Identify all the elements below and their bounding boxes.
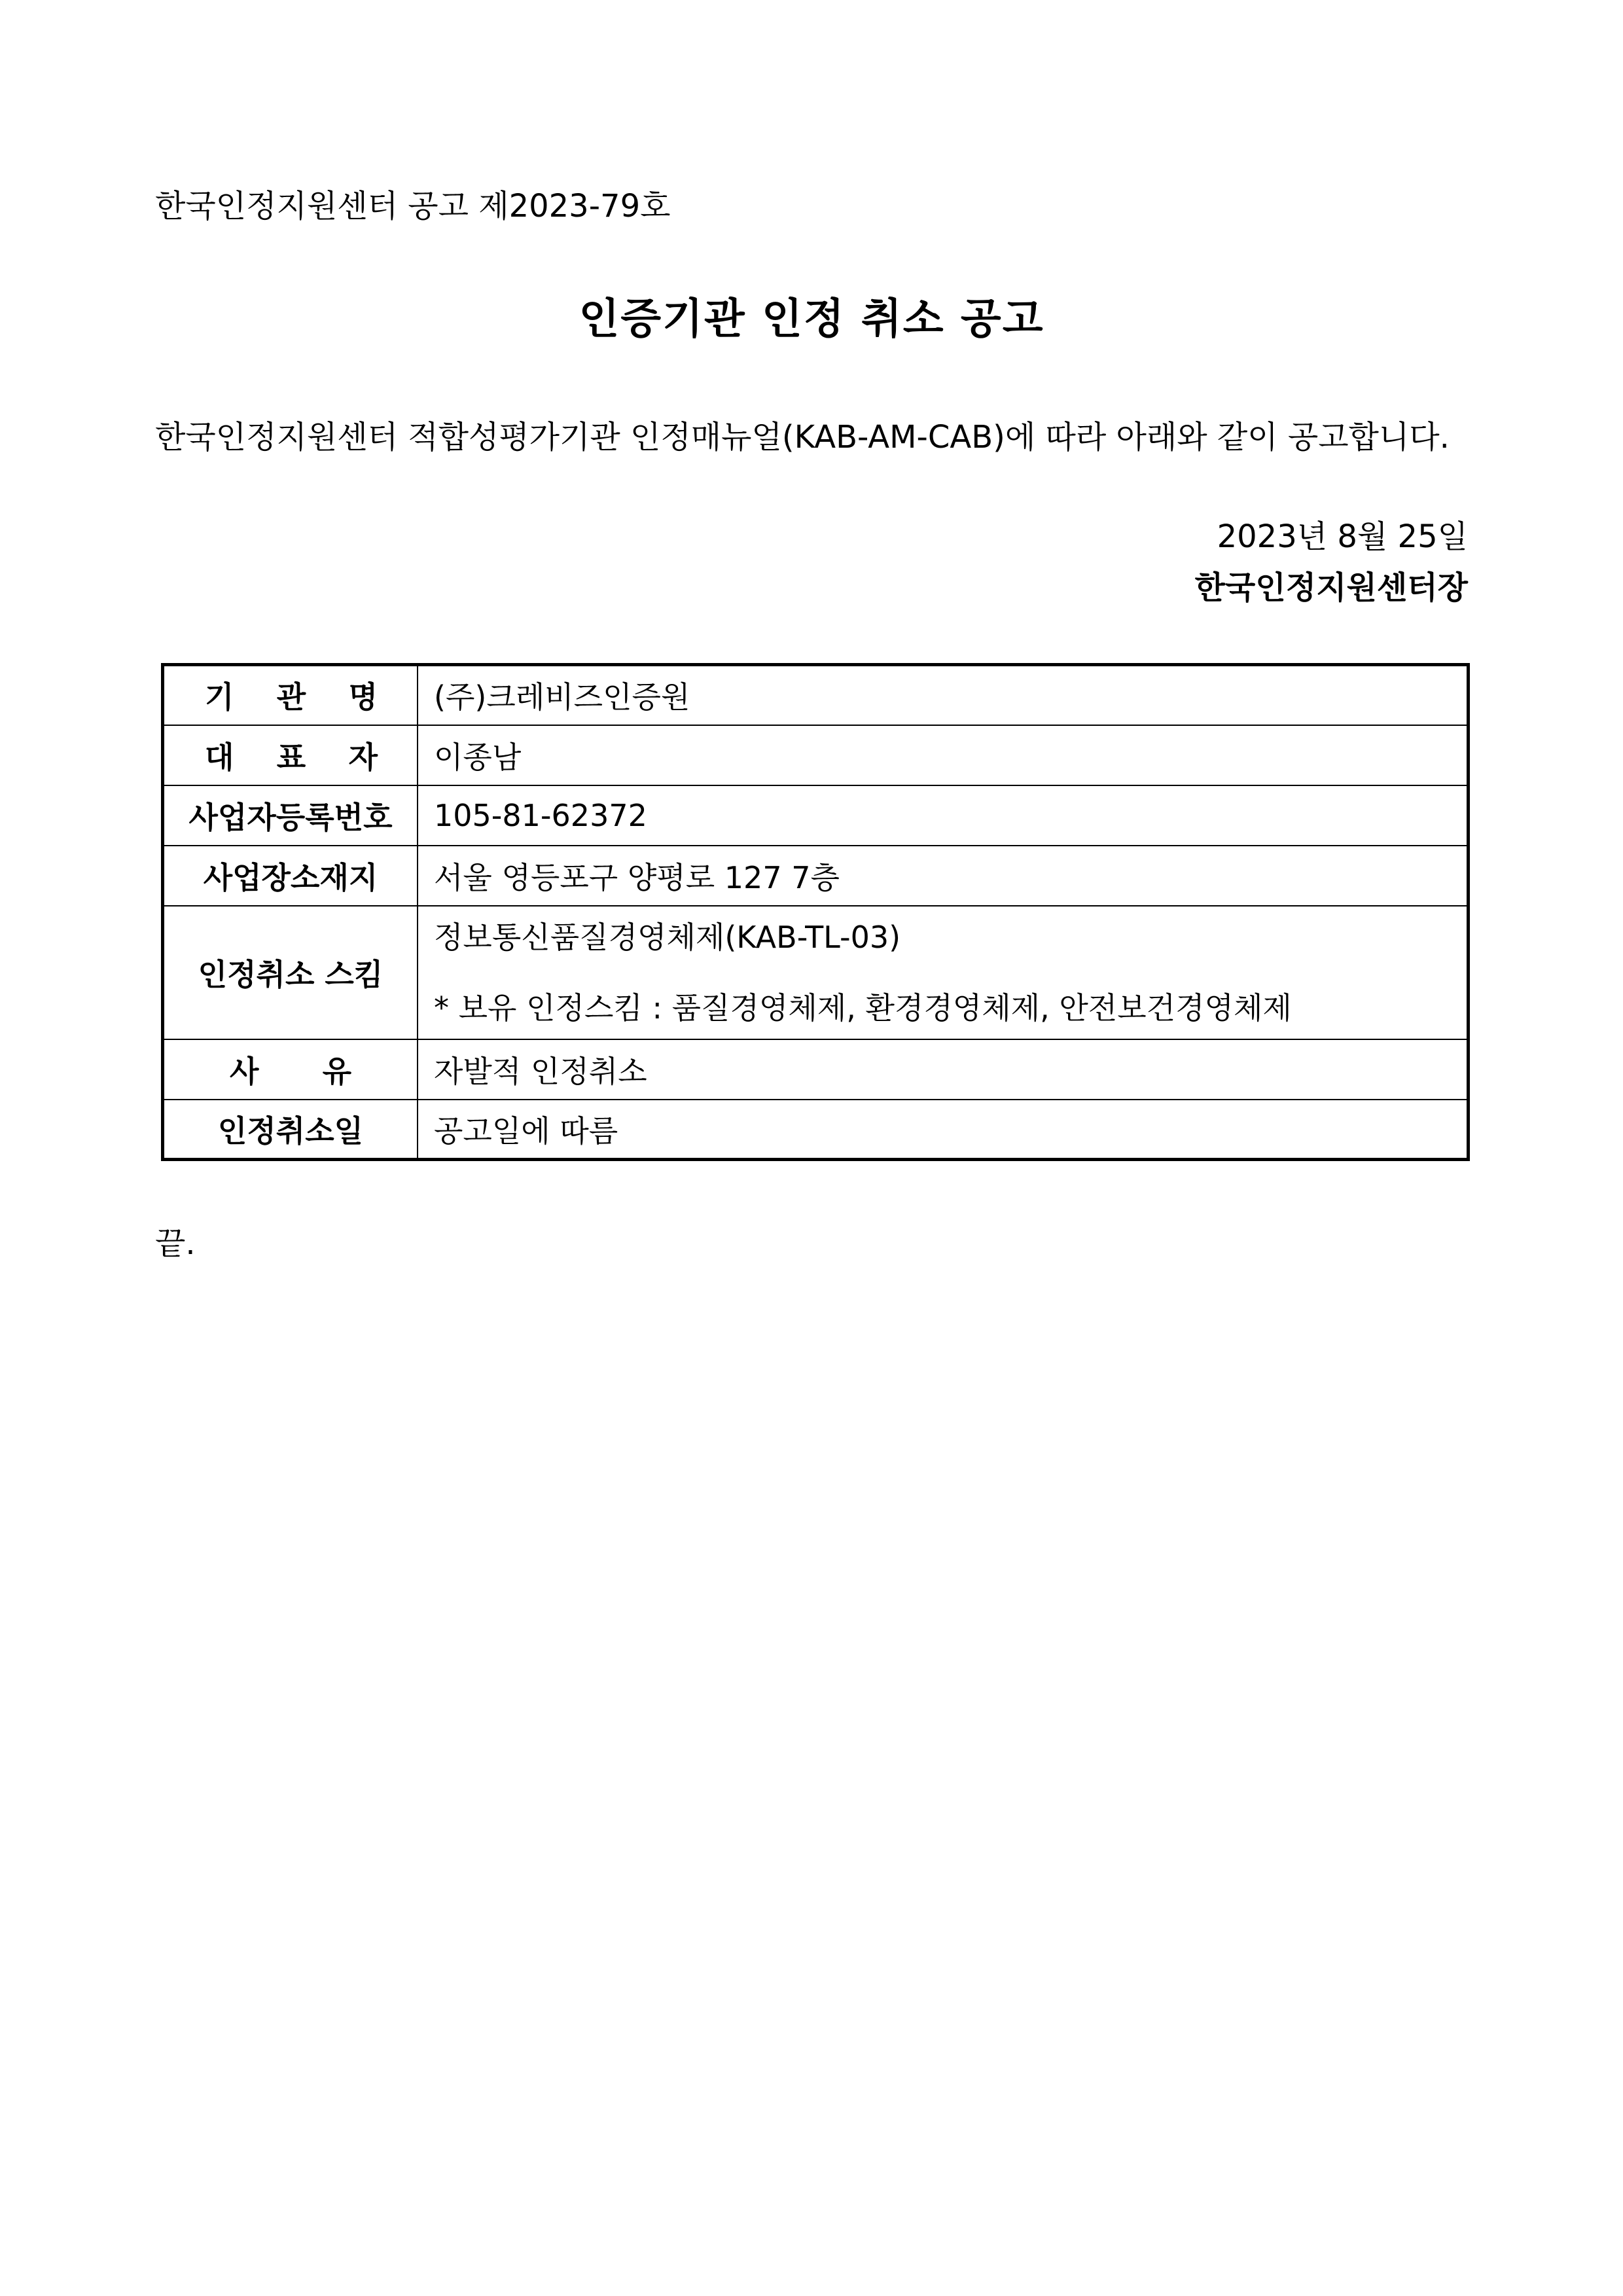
value-revoked-scheme xyxy=(418,906,1469,1039)
label-business-address: 사업장소재지 xyxy=(163,846,418,906)
label-revocation-date: 인정취소일 xyxy=(163,1100,418,1160)
label-revoked-scheme: 인정취소 스킴 xyxy=(163,906,418,1039)
label-char: 표 xyxy=(276,739,306,775)
value-org-name: (주)크레비즈인증원 xyxy=(418,665,1469,725)
table-row-reason xyxy=(163,1039,1469,1100)
table-row-revoked-scheme xyxy=(163,906,1469,1039)
notice-date: 2023년 8월 25일 xyxy=(1217,518,1468,555)
value-business-address: 서울 영등포구 양평로 127 7층 xyxy=(418,846,1469,906)
table-row-business-address xyxy=(163,846,1469,906)
label-org-name xyxy=(163,665,418,725)
label-char: 관 xyxy=(276,679,306,715)
label-char: 자 xyxy=(348,739,378,775)
label-char: 기 xyxy=(205,679,234,715)
label-char: 사 xyxy=(230,1053,259,1089)
intro-paragraph: 한국인정지원센터 적합성평가기관 인정매뉴얼(KAB-AM-CAB)에 따라 아래와 같이 공고합니다. xyxy=(155,419,1450,456)
table-row-business-reg-no xyxy=(163,785,1469,846)
value-reason: 자발적 인정취소 xyxy=(418,1039,1469,1100)
closing-mark: 끝. xyxy=(155,1225,196,1262)
table-row-revocation-date xyxy=(163,1100,1469,1160)
held-schemes-note: * 보유 인정스킴 : 품질경영체제, 환경경영체제, 안전보건경영체제 xyxy=(434,990,1292,1026)
label-char: 대 xyxy=(205,739,234,775)
document-title: 인증기관 인정 취소 공고 xyxy=(579,295,1044,344)
value-business-reg-no: 105-81-62372 xyxy=(418,785,1469,846)
revocation-info-table xyxy=(161,663,1470,1161)
label-reason xyxy=(163,1039,418,1100)
notice-number: 한국인정지원센터 공고 제2023-79호 xyxy=(155,188,671,224)
label-representative xyxy=(163,725,418,785)
label-char: 유 xyxy=(322,1053,351,1089)
label-business-reg-no: 사업자등록번호 xyxy=(163,785,418,846)
revoked-scheme-name: 정보통신품질경영체제(KAB-TL-03) xyxy=(434,919,901,955)
table-row-org-name xyxy=(163,665,1469,725)
value-revocation-date: 공고일에 따름 xyxy=(418,1100,1469,1160)
table-row-representative xyxy=(163,725,1469,785)
label-char: 명 xyxy=(348,679,378,715)
value-representative: 이종남 xyxy=(418,725,1469,785)
issuer-name: 한국인정지원센터장 xyxy=(1194,569,1468,606)
